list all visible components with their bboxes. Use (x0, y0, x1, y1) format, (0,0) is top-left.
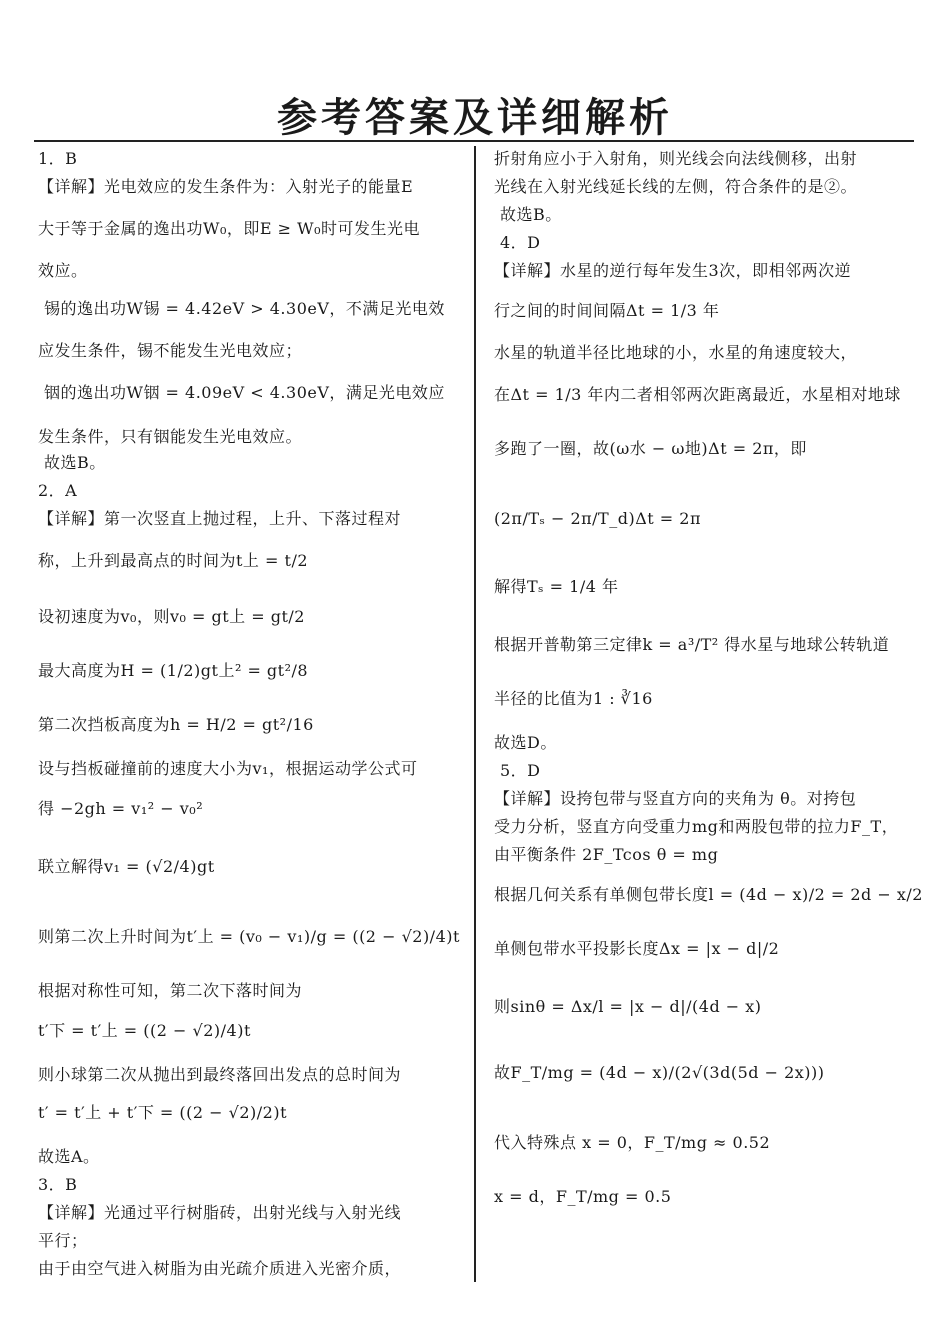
formula-line: t′下 = t′上 = ((2 − √2)/4)t (38, 1021, 251, 1040)
formula-line: x = d，F_T/mg = 0.5 (494, 1187, 672, 1206)
conclusion: 故选B。 (44, 453, 106, 472)
formula-line: 行之间的时间间隔Δt = 1/3 年 (494, 301, 720, 320)
answer-number: 1．B (38, 149, 78, 168)
text-line: 由于由空气进入树脂为由光疏介质进入光密介质， (38, 1259, 402, 1278)
formula-line: t′ = t′上 + t′下 = ((2 − √2)/2)t (38, 1103, 288, 1122)
formula-line: 第二次挡板高度为h = H/2 = gt²/16 (38, 715, 314, 734)
formula-line: 得 −2gh = v₁² − v₀² (38, 799, 204, 818)
text-line: 锡的逸出功W锡 = 4.42eV > 4.30eV，不满足光电效 (44, 299, 445, 318)
formula-line: 根据几何关系有单侧包带长度l = (4d − x)/2 = 2d − x/2 (494, 885, 923, 904)
text-line: 光线在入射光线延长线的左侧，符合条件的是②。 (494, 177, 858, 196)
formula-line: 解得Tₛ = 1/4 年 (494, 577, 619, 596)
text-line: 【详解】光电效应的发生条件为：入射光子的能量E (38, 177, 414, 196)
text-line: 应发生条件，锡不能发生光电效应； (38, 341, 303, 360)
formula-line: 称，上升到最高点的时间为t上 = t/2 (38, 551, 309, 570)
formula-line: 最大高度为H = (1/2)gt上² = gt²/8 (38, 661, 309, 680)
text-line: 则小球第二次从抛出到最终落回出发点的总时间为 (38, 1065, 402, 1084)
formula-line: 单侧包带水平投影长度Δx = |x − d|/2 (494, 939, 780, 958)
answer-number: 3．B (38, 1175, 78, 1194)
answer-number: 4．D (500, 233, 541, 252)
conclusion: 故选A。 (38, 1147, 100, 1166)
formula-line: 则第二次上升时间为t′上 = (v₀ − v₁)/g = ((2 − √2)/4)t (38, 927, 460, 946)
text-line: 【详解】设挎包带与竖直方向的夹角为 θ。对挎包 (494, 789, 857, 808)
formula-line: 多跑了一圈，故(ω水 − ω地)Δt = 2π，即 (494, 439, 807, 458)
formula-line: 设初速度为v₀，则v₀ = gt上 = gt/2 (38, 607, 305, 626)
formula-line: 联立解得v₁ = (√2/4)gt (38, 857, 215, 876)
text-line: 水星的轨道半径比地球的小，水星的角速度较大， (494, 343, 858, 362)
formula-line: 则sinθ = Δx/l = |x − d|/(4d − x) (494, 997, 762, 1016)
text-line: 效应。 (38, 261, 88, 280)
page-title: 参考答案及详细解析 (277, 95, 673, 141)
text-line: 【详解】水星的逆行每年发生3次，即相邻两次逆 (494, 261, 852, 280)
formula-line: 故F_T/mg = (4d − x)/(2√(3d(5d − 2x))) (494, 1063, 825, 1082)
text-line: 大于等于金属的逸出功W₀，即E ≥ W₀时可发生光电 (38, 219, 420, 238)
text-line: 根据对称性可知，第二次下落时间为 (38, 981, 303, 1000)
column-divider (474, 146, 476, 1282)
title-divider (34, 140, 914, 142)
formula-line: 半径的比值为1 : ∛16 (494, 689, 653, 708)
conclusion: 故选D。 (494, 733, 557, 752)
answer-number: 2．A (38, 481, 78, 500)
text-line: 【详解】第一次竖直上抛过程，上升、下落过程对 (38, 509, 402, 528)
text-line: 平行； (38, 1231, 88, 1250)
conclusion: 故选B。 (500, 205, 562, 224)
formula-line: 代入特殊点 x = 0，F_T/mg ≈ 0.52 (494, 1133, 771, 1152)
formula-line: (2π/Tₛ − 2π/T_d)Δt = 2π (494, 509, 701, 528)
text-line: 发生条件，只有铟能发生光电效应。 (38, 427, 303, 446)
text-line: 受力分析，竖直方向受重力mg和两股包带的拉力F_T， (494, 817, 899, 836)
formula-line: 在Δt = 1/3 年内二者相邻两次距离最近，水星相对地球 (494, 385, 901, 404)
formula-line: 根据开普勒第三定律k = a³/T² 得水星与地球公转轨道 (494, 635, 890, 654)
answer-number: 5．D (500, 761, 541, 780)
formula-line: 由平衡条件 2F_Tcos θ = mg (494, 845, 719, 864)
text-line: 铟的逸出功W铟 = 4.09eV < 4.30eV，满足光电效应 (44, 383, 445, 402)
text-line: 【详解】光通过平行树脂砖，出射光线与入射光线 (38, 1203, 402, 1222)
text-line: 折射角应小于入射角，则光线会向法线侧移，出射 (494, 149, 858, 168)
text-line: 设与挡板碰撞前的速度大小为v₁，根据运动学公式可 (38, 759, 418, 778)
